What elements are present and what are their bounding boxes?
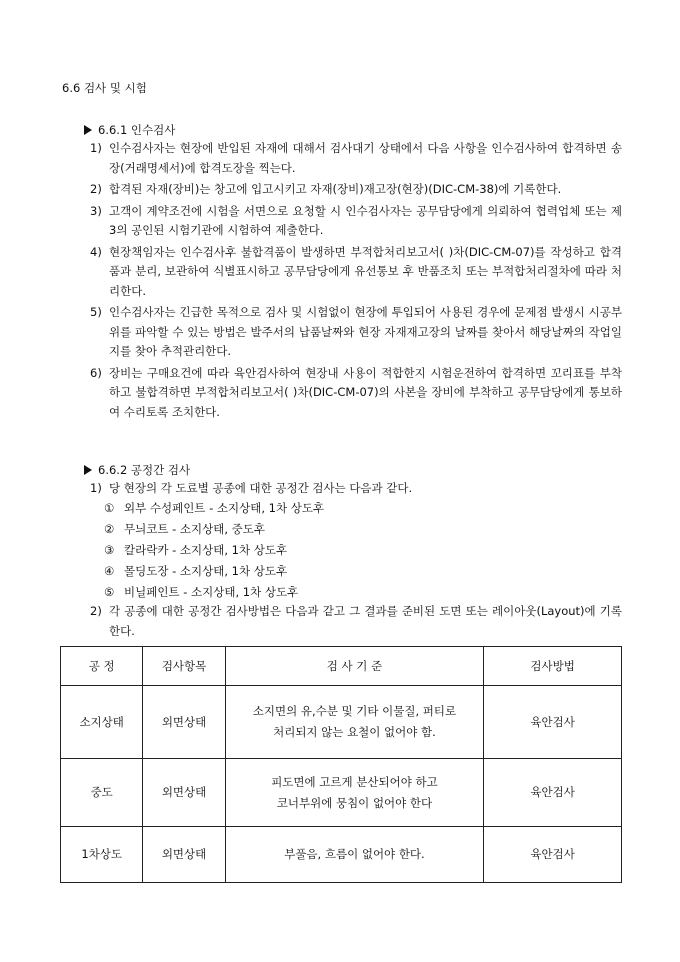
column-header-process: 공 정 [61, 647, 143, 686]
column-header-method: 검사방법 [484, 647, 622, 686]
paint-process-list [104, 498, 324, 603]
table-header-row [61, 647, 622, 686]
subsection-heading-process [84, 462, 190, 478]
table-row [61, 686, 622, 759]
triangle-bullet-icon [84, 125, 92, 135]
list-item: ③ 칼라락카 - 소지상태, 1차 상도후 [104, 543, 288, 557]
subsection-heading-text: 6.6.2 공정간 검사 [98, 463, 191, 477]
table-cell-method: 육안검사 [484, 686, 622, 759]
section-title: 6.6 검사 및 시험 [62, 81, 147, 95]
table-cell-method: 육안검사 [484, 827, 622, 883]
table-cell-process: 1차상도 [61, 827, 143, 883]
column-header-criteria: 검 사 기 준 [225, 647, 483, 686]
table-cell-process: 소지상태 [61, 686, 143, 759]
list-item: 5) 인수검사자는 긴급한 목적으로 검사 및 시험없이 현장에 투입되어 사용된 경우에 문제점 발생시 시공부위를 파악할 수 있는 방법은 발주서의 납품날짜와 현장 자재재고장의 날짜를 찾아서 해당날짜의 작업일지를 찾아 추적관리한다. [90, 305, 622, 358]
process-inspection-method [90, 602, 622, 643]
table-row [61, 759, 622, 827]
list-item: 1) 당 현장의 각 도료별 공종에 대한 공정간 검사는 다음과 같다. [90, 481, 413, 495]
table-cell-process: 중도 [61, 759, 143, 827]
acceptance-inspection-list [90, 139, 622, 424]
list-item: 2) 합격된 자재(장비)는 창고에 입고시키고 자재(장비)재고장(현장)(DIC-CM-38)에 기록한다. [90, 182, 562, 196]
table-row [61, 827, 622, 883]
list-item: ④ 몰딩도장 - 소지상태, 1차 상도후 [104, 564, 288, 578]
list-item: 4) 현장책임자는 인수검사후 불합격품이 발생하면 부적합처리보고서( )차(DIC-CM-07)를 작성하고 합격품과 분리, 보관하여 식별표시하고 공무담당에게 유선통보 후 반품조치 또는 부적합처리절차에 따라 처리한다. [90, 244, 622, 298]
list-item: ⑤ 비닐페인트 - 소지상태, 1차 상도후 [104, 585, 299, 599]
list-item: 3) 고객이 계약조건에 시험을 서면으로 요청할 시 인수검사자는 공무담당에게 의뢰하여 협력업체 또는 제3의 공인된 시험기관에 시험하여 제출한다. [90, 203, 622, 237]
list-item: 6) 장비는 구매요건에 따라 육안검사하여 현장내 사용이 적합한지 시험운전하여 합격하면 꼬리표를 부착하고 불합격하면 부적합처리보고서( )차(DIC-CM-07)의 사본을 장비에 부착하고 공무담당에게 통보하여 수리토록 조치한다. [90, 365, 622, 419]
table-cell-criteria: 소지면의 유,수분 및 기타 이물질, 퍼티로 처리되지 않는 요철이 없어야 함. [225, 686, 483, 759]
list-item: ② 무늬코트 - 소지상태, 중도후 [104, 522, 265, 536]
list-item: 1) 인수검사자는 현장에 반입된 자재에 대해서 검사대기 상태에서 다음 사항을 인수검사하여 합격하면 송장(거래명세서)에 합격도장을 찍는다. [90, 141, 622, 175]
table-cell-criteria: 부풀음, 흐름이 없어야 한다. [225, 827, 483, 883]
list-item: 2) 각 공종에 대한 공정간 검사방법은 다음과 같고 그 결과를 준비된 도면 또는 레이아웃(Layout)에 기록한다. [90, 604, 622, 638]
subsection-heading-text: 6.6.1 인수검사 [98, 123, 176, 137]
subsection-heading-acceptance [84, 122, 175, 138]
inspection-criteria-table [60, 646, 622, 883]
list-item: ① 외부 수성페인트 - 소지상태, 1차 상도후 [104, 501, 325, 515]
table-cell-criteria: 피도면에 고르게 분산되어야 하고 코너부위에 뭉침이 없어야 한다 [225, 759, 483, 827]
table-cell-method: 육안검사 [484, 759, 622, 827]
table-cell-item: 외면상태 [143, 759, 225, 827]
column-header-item: 검사항목 [143, 647, 225, 686]
table-cell-item: 외면상태 [143, 686, 225, 759]
table-cell-item: 외면상태 [143, 827, 225, 883]
triangle-bullet-icon [84, 465, 92, 475]
